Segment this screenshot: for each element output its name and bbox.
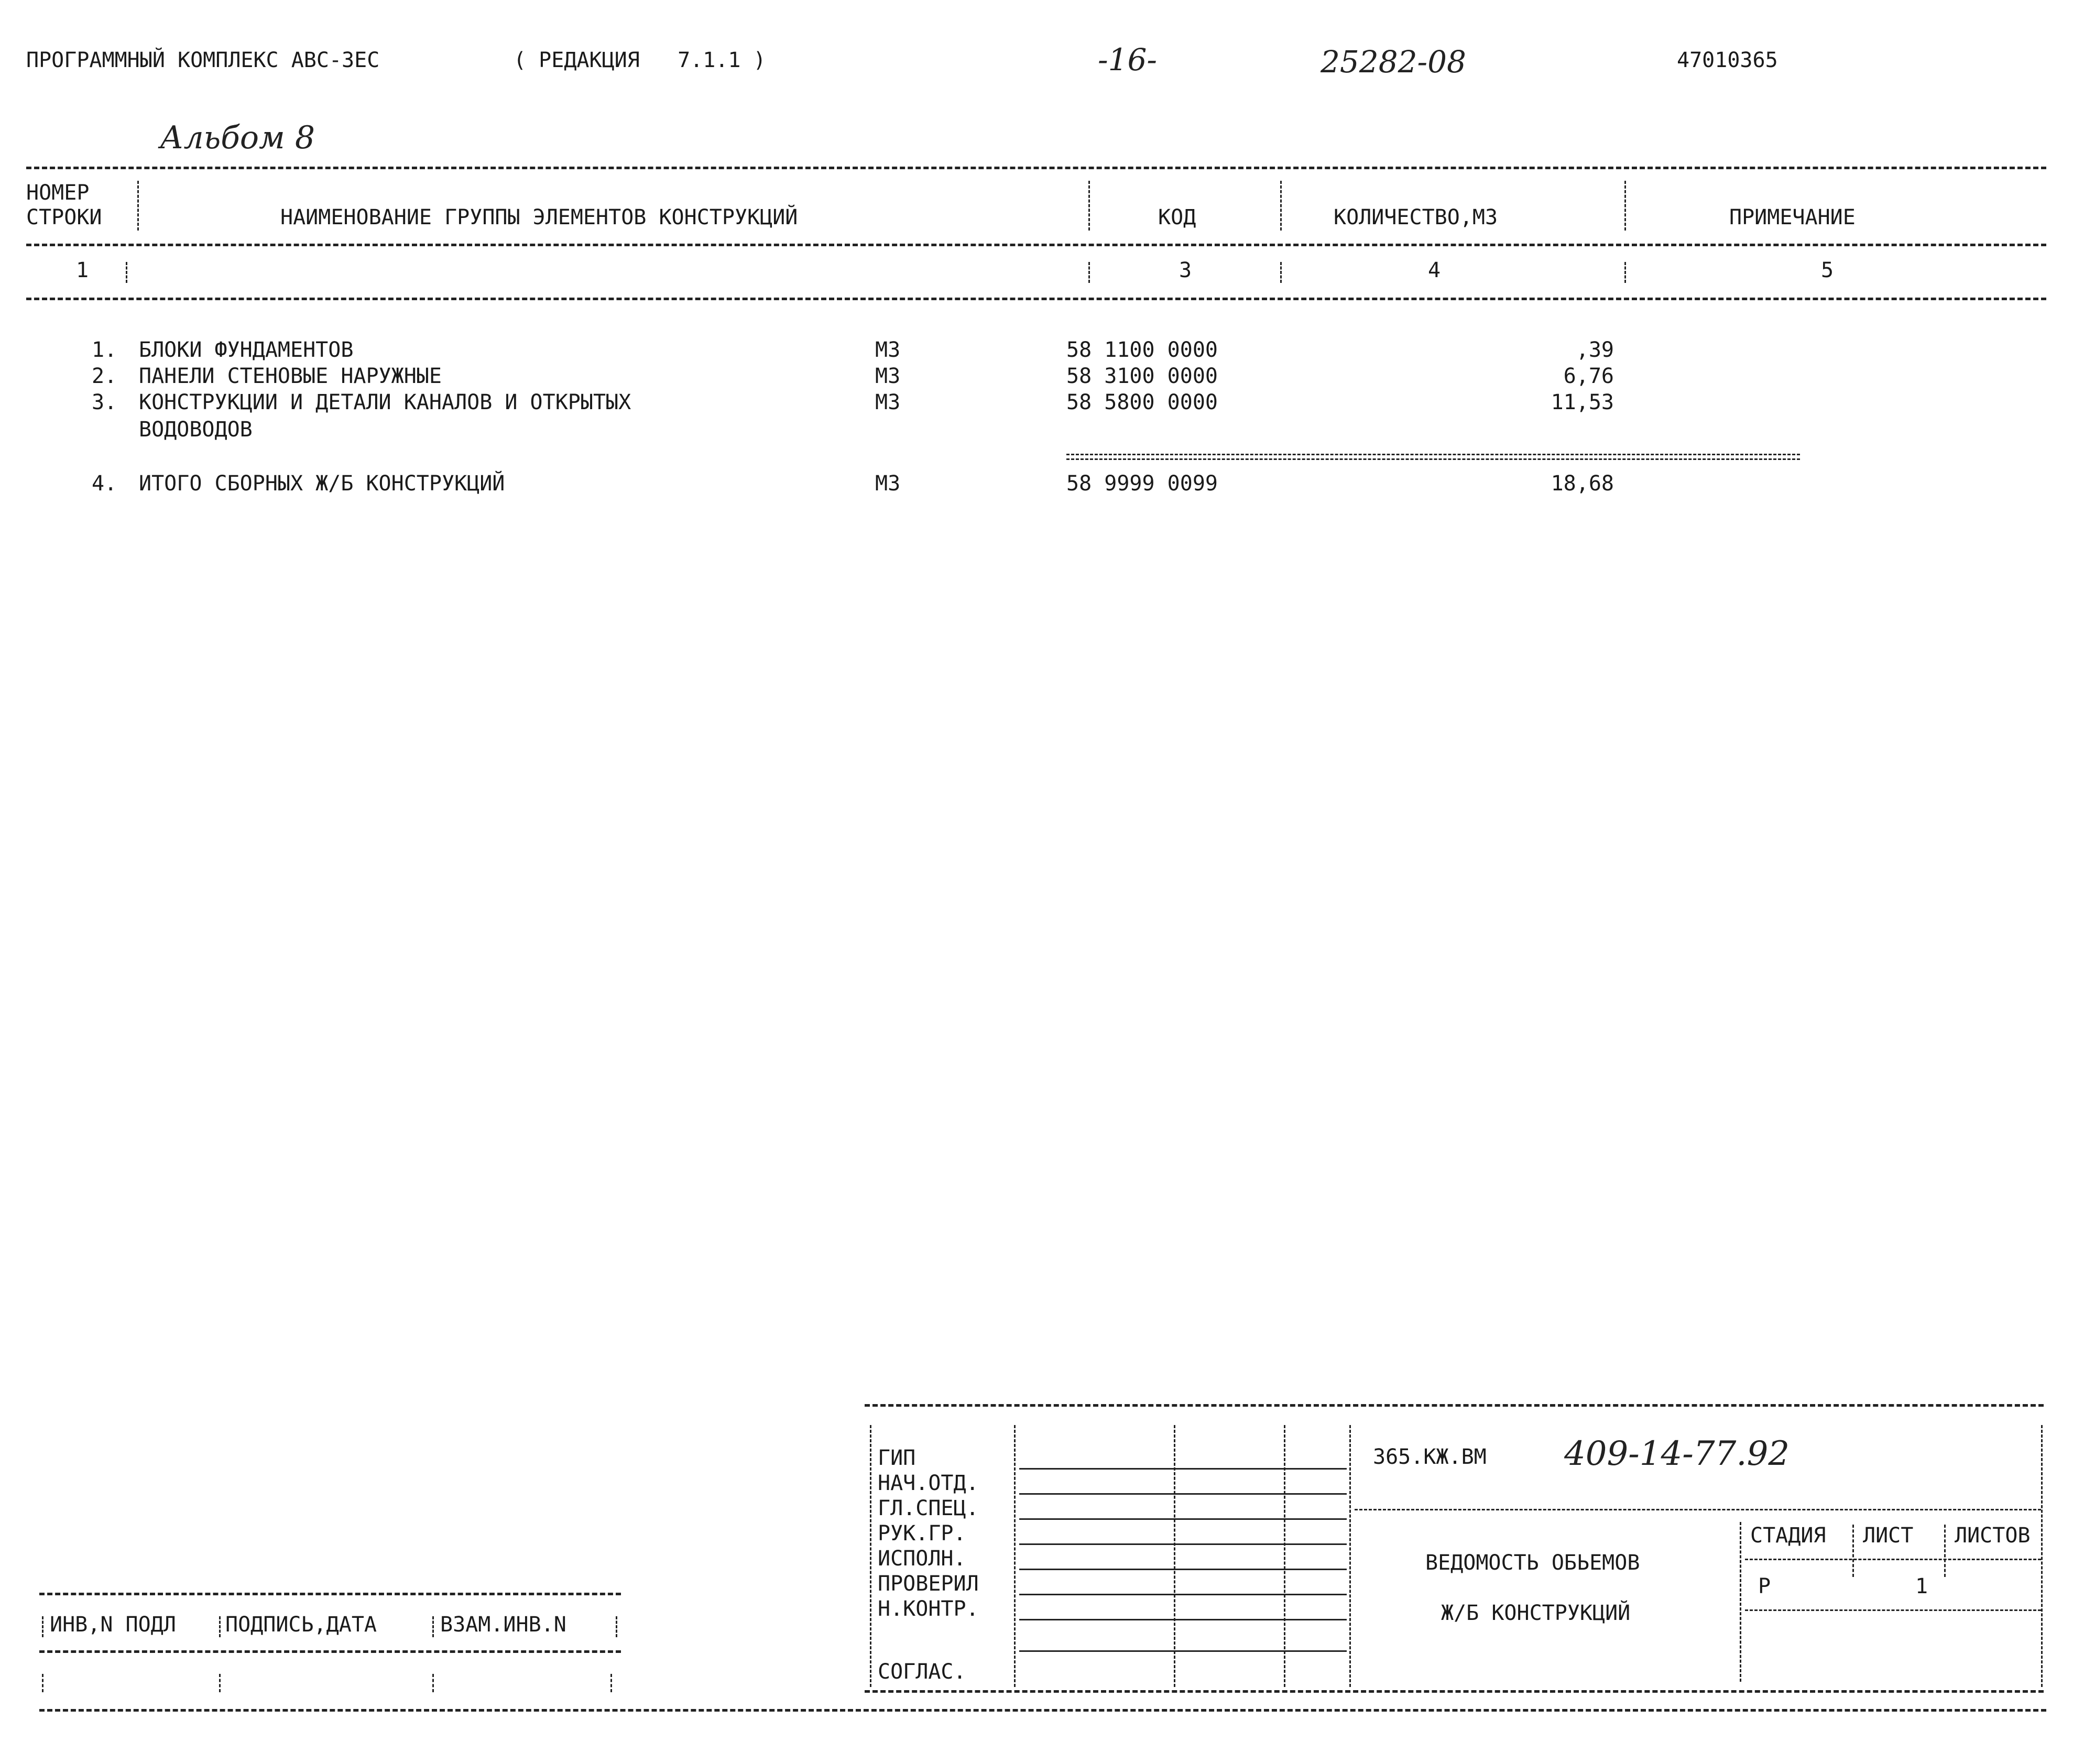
col-sep-3b [1280, 262, 1282, 283]
stage-header-rule [1745, 1559, 2041, 1560]
total-separator [1066, 454, 1800, 460]
sig-col-3 [1284, 1425, 1285, 1687]
table-header-rule [26, 244, 2046, 246]
document-code: 47010365 [1677, 48, 1778, 72]
stage-value: Р [1758, 1574, 1771, 1598]
col-3-label: КОД [1158, 205, 1196, 229]
left-stamp-sep-5 [219, 1674, 221, 1692]
left-stamp-sep-3 [616, 1616, 617, 1637]
row-unit: М3 [875, 338, 901, 362]
sig-row-6 [1019, 1594, 1347, 1595]
left-stamp-sep-6 [432, 1674, 434, 1692]
col-1-label-top: НОМЕР [26, 181, 90, 205]
drawing-title-line-1: ВЕДОМОСТЬ ОБЬЕМОВ [1425, 1551, 1640, 1575]
stamp-inv-label: ИНВ,N ПОДЛ [50, 1613, 176, 1637]
project-number: 409-14-77.92 [1564, 1434, 1790, 1473]
col-sep-1b [126, 262, 127, 283]
role-executor: ИСПОЛН. [878, 1547, 966, 1571]
stage-block-left [1740, 1522, 1741, 1682]
row-code: 58 1100 0000 [1066, 338, 1218, 362]
row-code: 58 5800 0000 [1066, 390, 1218, 414]
row-unit: М3 [875, 364, 901, 388]
sig-row-2 [1019, 1493, 1347, 1495]
row-number: 1. [92, 338, 117, 362]
table-top-rule [26, 167, 2046, 169]
title-block-bottom-rule [865, 1690, 2044, 1693]
left-stamp-sep-7 [610, 1674, 612, 1692]
sig-row-7 [1019, 1619, 1347, 1620]
sig-col-2 [1174, 1425, 1175, 1687]
row-name: ПАНЕЛИ СТЕНОВЫЕ НАРУЖНЫЕ [139, 364, 442, 388]
sig-row-3 [1019, 1518, 1347, 1520]
row-unit: М3 [875, 472, 901, 496]
table-numbers-rule [26, 298, 2046, 300]
col-3-number: 3 [1179, 258, 1192, 282]
program-name: ПРОГРАММНЫЙ КОМПЛЕКС АВС-3ЕС [26, 48, 380, 72]
stage-value-rule [1745, 1609, 2041, 1611]
stage-sep-2 [1944, 1525, 1946, 1577]
doc-number: 25282-08 [1321, 44, 1466, 80]
revision: ( РЕДАКЦИЯ 7.1.1 ) [514, 48, 766, 72]
title-block-top-rule [865, 1404, 2044, 1407]
stage-sep-1 [1852, 1525, 1854, 1577]
left-stamp-bottom-rule [39, 1709, 2046, 1712]
left-stamp-sep-2 [432, 1616, 434, 1637]
role-norm-control: Н.КОНТР. [878, 1597, 979, 1621]
left-stamp-mid-rule [39, 1650, 621, 1653]
row-quantity: 18,68 [1551, 472, 1614, 496]
role-group-lead: РУК.ГР. [878, 1521, 966, 1546]
sheets-label: ЛИСТОВ [1955, 1524, 2031, 1548]
sheet-label: ЛИСТ [1863, 1524, 1914, 1548]
row-name: БЛОКИ ФУНДАМЕНТОВ [139, 338, 354, 362]
col-1-number: 1 [76, 258, 89, 282]
col-5-number: 5 [1821, 258, 1834, 282]
role-agreed: СОГЛАС. [878, 1660, 966, 1684]
sig-col-4 [1349, 1425, 1351, 1687]
title-block-code-rule [1355, 1509, 2041, 1510]
sig-row-5 [1019, 1569, 1347, 1570]
row-quantity: ,39 [1576, 338, 1614, 362]
col-sep-4b [1624, 262, 1626, 283]
sheet-code: 365.КЖ.ВМ [1373, 1445, 1487, 1469]
col-2-label: НАИМЕНОВАНИЕ ГРУППЫ ЭЛЕМЕНТОВ КОНСТРУКЦИЙ [280, 205, 798, 229]
sig-row-8 [1019, 1650, 1347, 1652]
col-sep-4a [1624, 181, 1626, 231]
col-sep-2a [1088, 181, 1090, 231]
sheet-value: 1 [1915, 1574, 1928, 1598]
row-unit: М3 [875, 390, 901, 414]
stamp-replace-label: ВЗАМ.ИНВ.N [440, 1613, 566, 1637]
stamp-signature-label: ПОДПИСЬ,ДАТА [225, 1613, 377, 1637]
sig-row-4 [1019, 1543, 1347, 1545]
row-name: ИТОГО СБОРНЫХ Ж/Б КОНСТРУКЦИЙ [139, 472, 505, 496]
row-number: 2. [92, 364, 117, 388]
album-label: Альбом 8 [160, 119, 315, 156]
title-block-left-edge [870, 1425, 871, 1687]
role-gip: ГИП [878, 1446, 916, 1470]
row-code: 58 9999 0099 [1066, 472, 1218, 496]
left-stamp-sep-0 [42, 1616, 43, 1637]
row-quantity: 6,76 [1563, 364, 1614, 388]
title-block-right-edge [2041, 1425, 2043, 1687]
role-chief-spec: ГЛ.СПЕЦ. [878, 1496, 979, 1520]
row-number: 3. [92, 390, 117, 414]
sig-row-1 [1019, 1468, 1347, 1470]
page-mark: -16- [1098, 42, 1157, 78]
col-4-label: КОЛИЧЕСТВО,М3 [1334, 205, 1498, 229]
left-stamp-sep-1 [219, 1616, 221, 1637]
row-number: 4. [92, 472, 117, 496]
col-4-number: 4 [1428, 258, 1441, 282]
row-name: КОНСТРУКЦИИ И ДЕТАЛИ КАНАЛОВ И ОТКРЫТЫХ [139, 390, 631, 414]
left-stamp-top-rule [39, 1593, 621, 1595]
left-stamp-sep-4 [42, 1674, 43, 1692]
row-code: 58 3100 0000 [1066, 364, 1218, 388]
stage-label: СТАДИЯ [1750, 1524, 1826, 1548]
col-sep-2b [1088, 262, 1090, 283]
sig-col-1 [1014, 1425, 1016, 1687]
drawing-title-line-2: Ж/Б КОНСТРУКЦИЙ [1441, 1601, 1631, 1625]
role-head-dept: НАЧ.ОТД. [878, 1471, 979, 1495]
col-sep-1a [137, 181, 139, 231]
row-name-continued: ВОДОВОДОВ [139, 418, 253, 442]
role-checked: ПРОВЕРИЛ [878, 1572, 979, 1596]
col-5-label: ПРИМЕЧАНИЕ [1729, 205, 1856, 229]
col-1-label-bottom: СТРОКИ [26, 205, 102, 229]
row-quantity: 11,53 [1551, 390, 1614, 414]
col-sep-3a [1280, 181, 1282, 231]
